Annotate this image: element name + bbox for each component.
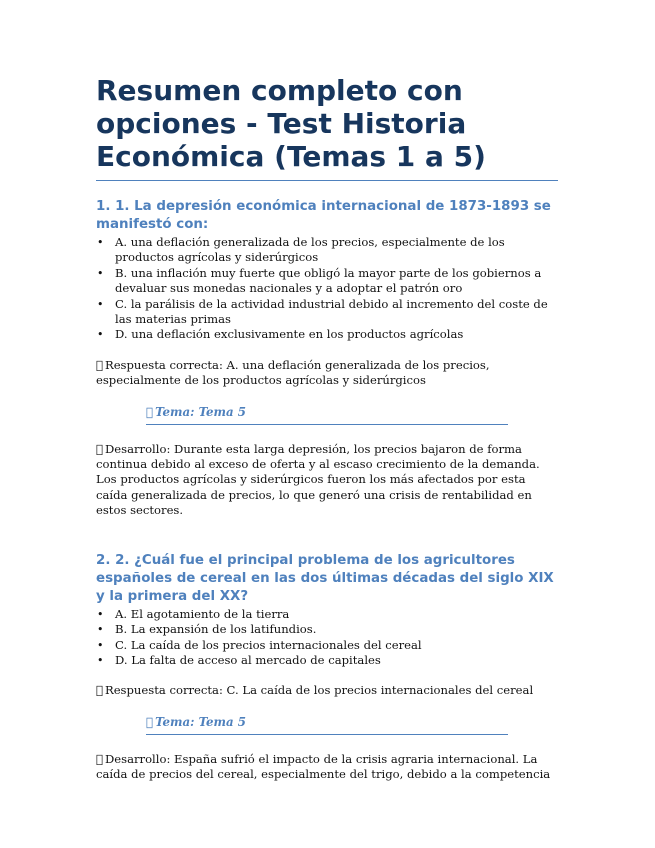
option-text: A. El agotamiento de la tierra [115, 606, 290, 621]
options-list [96, 607, 558, 669]
option-text: D. La falta de acceso al mercado de capitales [115, 652, 381, 667]
development-paragraph [96, 442, 558, 519]
tema-text: Tema: Tema 5 [148, 714, 239, 729]
option-item [96, 638, 558, 653]
option-item [96, 622, 558, 637]
option-text: B. una inflación muy fuerte que obligó la mayor parte de los gobiernos a devaluar sus monedas nacionales y a adoptar el patrón oro [115, 265, 542, 296]
development-text: Desarrollo: España sufrió el impacto de la crisis agraria internacional. La caída de precios del cereal, especialmente del trigo, debido a la competencia [96, 751, 551, 782]
option-item [96, 327, 558, 342]
option-text: D. una deflación exclusivamente en los productos agrícolas [115, 327, 464, 342]
bullet-icon: • [97, 297, 104, 311]
option-item [96, 297, 558, 328]
tema-heading [146, 401, 508, 425]
option-item [96, 653, 558, 668]
question-2 [96, 552, 558, 783]
bookmark-icon [146, 715, 153, 729]
development-paragraph [96, 752, 558, 783]
option-item [96, 607, 558, 622]
correct-answer [96, 683, 558, 698]
option-text: A. una deflación generalizada de los precios, especialmente de los productos agrícolas y siderúrgicos [115, 235, 505, 265]
question-heading: 1. 1. La depresión económica internacional de 1873-1893 se manifestó con: [96, 199, 551, 232]
document-page [96, 74, 558, 783]
question-1 [96, 198, 558, 519]
question-heading: 2. 2. ¿Cuál fue el principal problema de los agricultores españoles de cereal en las dos últimas décadas del siglo XIX y la primera del XX? [96, 552, 554, 604]
answer-text: Respuesta correcta: C. La caída de los precios internacionales del cereal [98, 683, 527, 698]
tema-heading [146, 711, 508, 735]
document-title: Resumen completo con opciones - Test Historia Económica (Temas 1 a 5) [96, 74, 558, 181]
answer-text: Respuesta correcta: A. una deflación generalizada de los precios, especialmente de los productos agrícolas y siderúrgicos [96, 357, 483, 388]
option-item [96, 266, 558, 297]
bullet-icon: • [97, 638, 104, 652]
checkmark-icon [96, 358, 103, 372]
bullet-icon: • [97, 266, 104, 280]
option-text: B. La expansión de los latifundios. [115, 622, 317, 637]
bookmark-icon [146, 405, 153, 419]
correct-answer [96, 358, 558, 389]
options-list [96, 235, 558, 343]
option-item [96, 235, 558, 266]
tema-text: Tema: Tema 5 [148, 404, 239, 419]
option-text: C. La caída de los precios internacionales del cereal [115, 637, 422, 652]
bullet-icon: • [97, 623, 104, 637]
bullet-icon: • [97, 607, 104, 621]
notes-icon [96, 442, 103, 456]
development-text: Desarrollo: Durante esta larga depresión, los precios bajaron de forma continua debido al exceso de oferta y al escaso crecimiento de la demanda. Los productos agrícolas y siderúrgicos fueron los más afectados por esta caída generalizada de precios, lo que generó una crisis de rentabilidad en estos sectores. [96, 441, 540, 518]
notes-icon [96, 752, 103, 766]
bullet-icon: • [97, 328, 104, 342]
option-text: C. la parálisis de la actividad industrial debido al incremento del coste de las materias primas [115, 296, 548, 327]
checkmark-icon [96, 683, 103, 697]
bullet-icon: • [97, 236, 104, 249]
bullet-icon: • [97, 653, 104, 667]
